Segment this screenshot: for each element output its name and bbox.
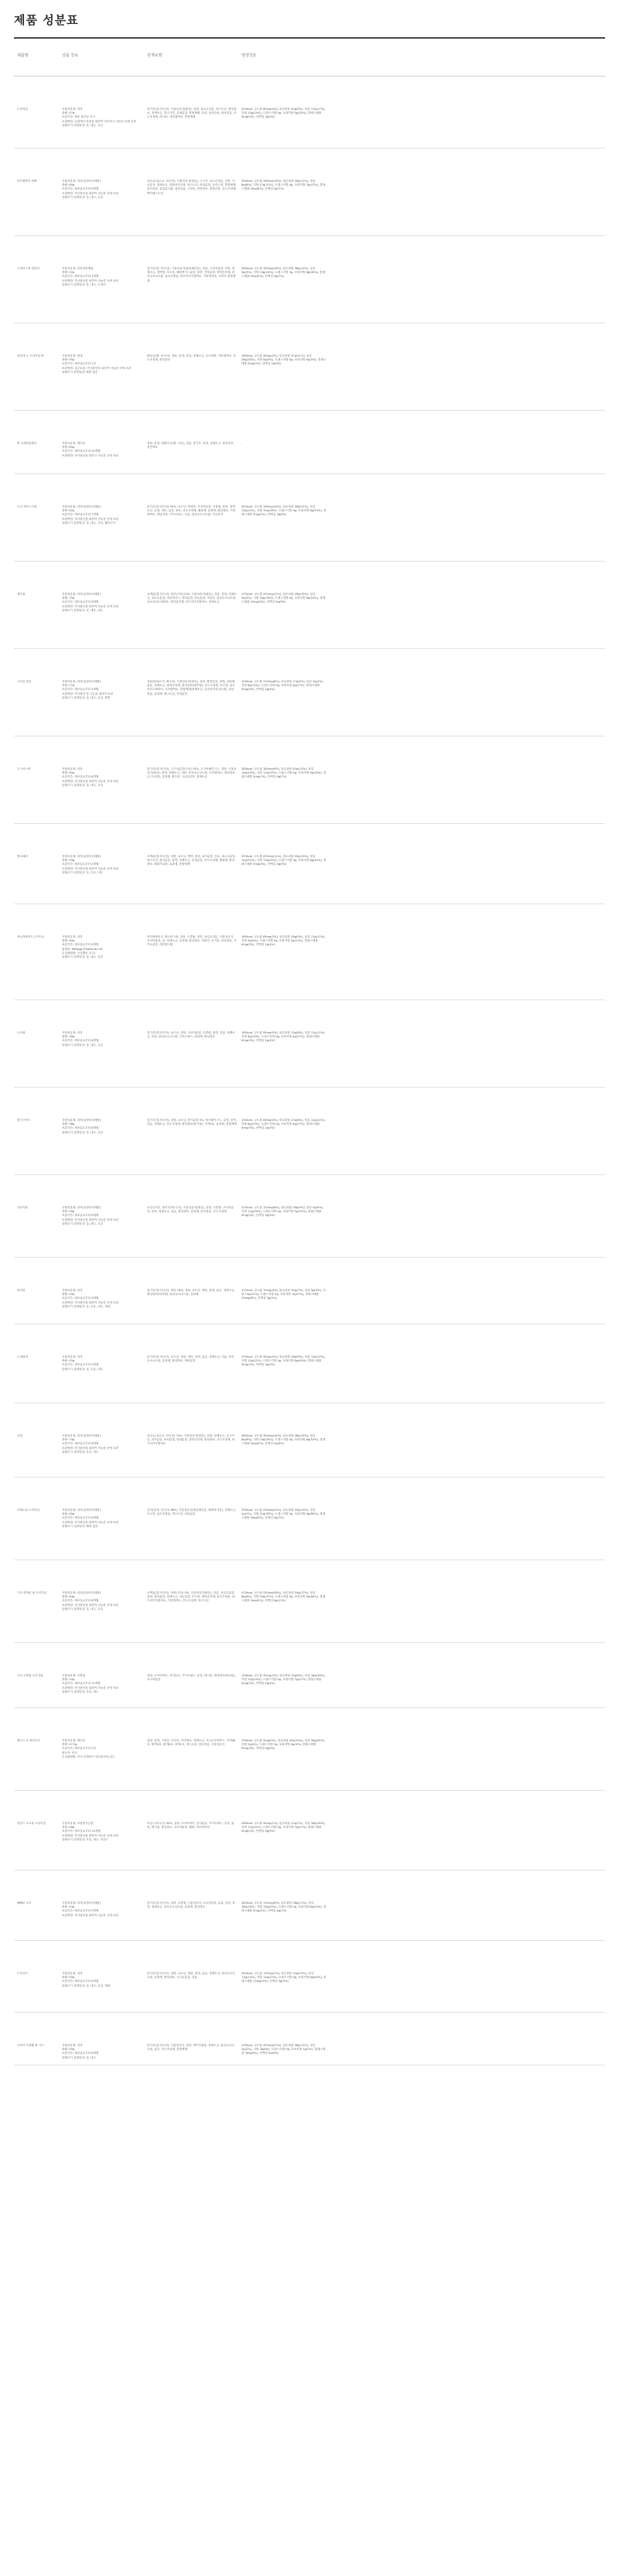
table-row (14, 1708, 605, 1791)
product-name: 도전적업 (17, 108, 28, 111)
product-info: 식품의유형: 유탕처리제품 중량: 52g 보관기간: 제조일로부터 4개월 보관방법: 직사광선을 피하여 서늘한 곳에 보관 알레르기 유발물질: 밀, 대두, 오징어 (62, 267, 118, 286)
table-row (14, 649, 605, 736)
nutrition-facts: 165kcal, 나트륨 65mg(3%), 탄수화물 28g(9%), 당류 11g(11%), 지방 5g(9%), 트랜스지방 0g, 포화지방 2g(13%), 콜레스테롤 0mg(0%), 단백질 2g(4%) (241, 935, 326, 947)
product-name: 버터링 (17, 1289, 26, 1292)
page-title: 제품 성분표 (14, 13, 79, 27)
product-name: 콘칩 (17, 1434, 22, 1437)
nutrition-facts: 225kcal, 나트륨 120mg(6%), 탄수화물 30g(9%), 당류 9g(9%), 지방 11g(20%), 트랜스지방 0g, 포화지방 5g(33%), 콜레스테롤 0mg(0%), 단백질 3g(5%) (241, 1206, 324, 1218)
product-name: 도코팡 (17, 1031, 26, 1034)
ingredient-list: 밀가루(밀:미국산), 고구마분말(국산) 15%, 고구마페이스트, 설탕, 식물성유지(팜유), 물엿, 정제소금, 버터, 탄산수소나트륨, 카라멜색소, 합성향료(고구마향), 유화제, 레시틴, 시나몬분말, 정제소금 (147, 767, 237, 779)
product-name: 캔디스 요 레인보우 (17, 1739, 41, 1742)
product-name: 떡 오레인말캔디 (17, 442, 37, 445)
nutrition-facts: 280kcal, 나트륨 110mg(6%), 탄수화물 36g(11%), 당류 18g(18%), 지방 13g(24%), 트랜스지방 0g, 포화지방 8g(53%), 콜레스테롤 5mg(2%), 단백질 4g(7%) (241, 1901, 327, 1913)
table-row (14, 474, 605, 562)
table-row (14, 1324, 605, 1403)
product-info: 식품의유형: 초콜릿 중량: 34g 보관기간: 제조일로부터 12개월 보관방법: 직사광선을 피하여 서늘한 곳에 보관 알레르기 유발물질: 우유, 대두 (62, 1674, 118, 1693)
product-name: 할로메리 (17, 855, 28, 858)
table-row (14, 77, 605, 149)
nutrition-facts: 185kcal, 나트륨 95mg(5%), 탄수화물 25g(8%), 당류 11g(11%), 지방 8g(15%), 트랜스지방 0g, 포화지방 4g(27%), 콜레스테롤 0mg(0%), 단백질 2g(4%) (241, 1031, 326, 1043)
ingredient-list: 소맥분(밀:미국산), 새우(국산)12%, 식물성유지(팜유), 전분, 설탕, 정제소금, 옥수수분말, 새우엑기스, 양파분말, 마늘분말, 조미료, 탄산수소나트륨, 효소처리스테비아, 향미증진제, 파프리카추출색소, 정제소금 (147, 593, 237, 604)
table-row (14, 1791, 605, 1871)
table-row (14, 736, 605, 824)
product-info: 식품의유형: 과자 중량: 36g 보관기간: 제조일로부터 6개월 알레르기 유발물질: 밀, 대두, 우유 (62, 1031, 104, 1047)
nutrition-facts: 190kcal, 나트륨 80mg(4%), 탄수화물 27g(8%), 당류 12g(12%), 지방 8g(15%), 트랜스지방 0g, 포화지방 4g(27%), 콜레스테롤 0mg(0%), 단백질 2g(4%) (241, 1119, 326, 1130)
product-info: 식품의유형: 과자(유탕처리제품) 중량: 62g 보관기간: 제조일로부터 7개월 보관방법: 직사광선을 피하여 서늘한 곳에 보관 알레르기 유발물질: 밀, 대두, 우유, 돼지고기 (62, 505, 118, 524)
nutrition-facts: 330kcal, 나트륨 230mg(12%), 탄수화물 33g(10%), 당류 1g(1%), 지방 21g(39%), 트랜스지방 0g, 포화지방 9g(60%), 콜레스테롤 0mg(0%), 단백질 4g(7%) (241, 1508, 326, 1520)
ingredient-list: 옥수수가루, 쌀가루(쌀:국산), 식물성유지(팜유), 설탕, 초콜릿, 코코아분말, 물엿, 정제소금, 분유, 합성향료, 유화제, 탄산칼슘, 산도조절제 (147, 1206, 234, 1214)
product-info: 식품의유형: 과자(유탕처리제품) 중량: 54g 보관기간: 제조일로부터 9개월 보관방법: 직사광선을 피하여 서늘한 곳에 보관 (62, 1901, 118, 1917)
header-product-info: 상품 정보 (62, 53, 78, 58)
table-row (14, 1478, 605, 1560)
product-info: 식품의유형: 과자(유탕처리제품) 중량: 60g 보관기간: 제조일로부터 6개월 보관방법: 직사광선을 피하여 서늘한 곳에 보관 알레르기 유발물질: 밀, 대두, 우유 (62, 179, 118, 199)
table-row (14, 149, 605, 236)
product-name: 도우넛츠 (17, 1972, 28, 1975)
header-ingredients: 원재료명 (147, 53, 162, 58)
product-name: 가나 초콜릿 오리지널 (17, 1674, 43, 1677)
ingredient-list: 옥수수(옥수수: 외국산), 식물성유지(팜유), 고구마, 옥수수전분, 설탕, 가공유지, 정제소금, 복합조미식품, 덱스트린, 양파분말, 올리고당, 혼합제제, 치즈분말, 분말유크림, 젖산칼슘, 구연산, 합성향료, 혼합간장, 산도조절제, 맥아덱스트린 (147, 179, 237, 195)
ingredient-list: 밀가루(밀:미국산) 55%, 쇼트닝, 백설탕, 코코아분말, 초콜릿, 물엿, 정제소금, 유당, 버터, 분유, 향료, 산도조절제, 팽창제, 유화제, 합성향료, 카라멜색소, 바닐라향, 카카오매스, 전분, 탄산수소나트륨, 가공유지 (147, 505, 236, 517)
product-name: 초코 에이스크림 (17, 505, 37, 508)
table-row (14, 1941, 605, 2013)
ingredient-list: 설탕, 물엿, 찹쌀가루(쌀: 국산), 전분, 콩가루, 흑당, 정제소금, 합성향료, 천연색소 (147, 442, 234, 449)
table-row (14, 1871, 605, 1941)
ingredient-list: 아몬드(미국산) 30%, 설탕, 코코아버터, 전지분유, 카카오매스, 유당, 물엿, 레시틴, 합성향료, 코코아분말, 쉘락, 아라비아검 (147, 1822, 234, 1830)
ingredient-list: 팥앙금(팥: 외국산), 설탕, 물엿, 한천, 정제소금, 소르비톨, 카라멜색소, 산도조절제, 합성향료 (147, 354, 236, 362)
product-name: 에너지바이트 (카카오) (17, 935, 45, 938)
table-row (14, 1643, 605, 1708)
product-info: 식품의유형: 과자 중량: 40g 보관기간: 제조일로부터 9개월 원재료: Kellogg (Thailand) Ltd. 수입판매원: 농심켈로그(주) 알레르기 유발물질: 밀, 대두, 우유 (62, 935, 104, 959)
product-info: 식품의유형: 과자(유탕처리제품) 중량: 27g 보관기간: 제조일로부터 5개월 보관방법: 직사광선 및 고온을 피하여 보관 알레르기 유발물질: 밀, 대두, 우유, 땅콩 (62, 680, 113, 699)
ingredient-list: 소맥분(밀:미국산), 양파(국산) 5%, 식물성유지(팜유), 전분, 옥수수분말, 설탕, 양파분말, 정제소금, 마늘분말, 포도당, 향미증진제, 효모추출물, 파프리카추출색소, 카라멜색소, 산도조절제, 덱스트린 (147, 1591, 235, 1603)
table-row (14, 411, 605, 474)
product-info: 식품의유형: 과자 중량: 40g 보관기간: 제조일로부터 9개월 보관방법: 직사광선을 피하여 서늘한 곳에 보관 알레르기 유발물질: 밀, 우유, 대두, 계란 (62, 1289, 118, 1308)
ingredient-list: 밀가루(밀:미국산), 식물성유지(팜유), 설탕, 옥수수전분, 덱스트린, 합성향료, 정제소금, 밀크가루, 유청분말, 혼합제제, 유당, 탄산칼슘, 변성전분, 산도조절제, 레시틴, 카라멜색소, 혼합제제 (147, 108, 237, 119)
ingredient-list: 귀리플레이크, 쌀크리스피, 설탕, 초콜릿, 물엿, 옥수수전분, 식물성유지, 코코아분말, 꿀, 정제소금, 유화제, 합성향료, 비타민, 무기질, 탄산칼슘, 카카오분말, 캐러멜시럽 (147, 935, 237, 947)
table-row (14, 323, 605, 411)
nutrition-facts: 145kcal, 나트륨 115mg(6%), 탄수화물 17g(5%), 당류 3g(3%), 지방 8g(15%), 트랜스지방 0g, 포화지방 4g(27%), 콜레스테롤 0mg(0%), 단백질 2g(4%) (241, 680, 324, 692)
table-row (14, 562, 605, 649)
product-info: 식품의유형: 과자 중량: 45g 보관기간: 제조일로부터 9개월 알레르기 유발물질: 밀, 우유, 대두 (62, 1355, 104, 1371)
header-nutrition: 영양성분 (241, 53, 257, 58)
product-name: 구운 양파링 원 오리지널 (17, 1591, 47, 1594)
ingredient-list: 소맥분(밀:미국산), 설탕, 쇼트닝, 맥아, 팜유, 치즈분말, 전분, 옥수수분말, 덱스트린, 탈지분유, 물엿, 정제소금, 유청분말, 산도조절제, 팽창제, 합성향료, 베타카로틴, 유화제, 혼합제제 (147, 855, 236, 866)
nutrition-facts: 305kcal, 나트륨 190mg(10%), 탄수화물 39g(12%), 당류 14g(14%), 지방 15g(28%), 트랜스지방 0g, 포화지방 8g(53%), 콜레스테롤 5mg(2%), 단백질 3g(6%) (241, 505, 327, 517)
title-divider (14, 37, 605, 39)
nutrition-facts: 215kcal, 나트륨 75mg(4%), 탄수화물 24g(7%), 당류 9g(9%), 지방 12g(22%), 트랜스지방 0g, 포화지방 7g(47%), 콜레스테롤 25mg(8%), 단백질 3g(5%) (241, 1289, 326, 1300)
product-name: 딸기스틱스 (17, 1119, 31, 1122)
nutrition-facts: 190kcal, 나트륨 420mg(21%), 탄수화물 36g(11%), 당류 2g(2%), 지방 3g(6%), 트랜스지방 0g, 포화지방 1g(7%), 콜레스테롤 0mg(0%), 단백질 5g(9%) (241, 2044, 326, 2055)
table-row (14, 904, 605, 1000)
ingredient-list: 밀가루(밀:미국산), 설탕, 초콜릿, 식물성유지, 코코아분말, 분유, 유당, 물엿, 정제소금, 탄산수소나트륨, 유화제, 합성향료 (147, 1901, 235, 1909)
product-info: 식품의유형: 과자(유탕처리제품) 중량: 50g 보관기간: 제조일로부터 4개월 보관방법: 직사광선을 피하여 서늘한 곳에 보관 알레르기 유발물질: 밀, 우유, 대두 (62, 855, 118, 874)
product-info: 식품의유형: 양갱 중량: 55g 보관기간: 제조일로부터 1년 보관방법: 실온보관, 직사광선을 피하여 서늘한 곳에 보관 알레르기 유발물질: 해당 없음 (62, 354, 132, 374)
product-info: 식품의유형: 초콜릿가공품 중량: 46g 보관기간: 제조일로부터 12개월 보관방법: 직사광선을 피하여 서늘한 곳에 보관 알레르기 유발물질: 우유, 대두, 아몬드 (62, 1822, 118, 1841)
nutrition-facts: 280kcal, 나트륨 350mg(18%), 탄수화물 38g(12%), 당류 3g(3%), 지방 13g(24%), 트랜스지방 0g, 포화지방 6g(40%), 콜레스테롤 0mg(0%), 단백질 4g(7%) (241, 267, 326, 278)
ingredient-list: 설탕, 코코아버터, 전지분유, 카카오매스, 유당, 레시틴, 합성향료(바닐린), 코코아분말 (147, 1674, 236, 1682)
product-info: 식품의유형: 과자(유탕처리제품) 중량: 84g 보관기간: 제조일로부터 6개월 보관방법: 직사광선을 피하여 서늘한 곳에 보관 알레르기 유발물질: 밀, 대두, 우유 (62, 1591, 118, 1611)
product-info: 식품의유형: 과자 중량: 45g 보관기간: 제조일로부터 6개월 알레르기 유발물질: 밀, 대두 (62, 2044, 99, 2059)
nutrition-facts: 160kcal, 나트륨 40mg(2%), 탄수화물 37g(11%), 당류 28g(28%), 지방 0g(0%), 트랜스지방 0g, 포화지방 0g(0%), 콜레스테롤 0mg(0%), 단백질 2g(4%) (241, 354, 327, 366)
product-name: 하트짱앤지 원팩 (17, 179, 37, 183)
product-info: 식품의유형: 과자(유탕처리제품) 중량: 36g 보관기간: 제조일로부터 6개월 알레르기 유발물질: 밀, 대두, 우유 (62, 1119, 104, 1134)
product-name: 오징어스낵 맛과자 (17, 267, 39, 270)
product-info: 식품의유형: 과자(유탕처리제품) 중량: 75g 보관기간: 제조일로부터 6개월 보관방법: 직사광선을 피하여 서늘한 곳에 보관 알레르기 유발물질: 밀, 새우, 대두 (62, 593, 118, 612)
nutrition-facts: 240kcal, 나트륨 130mg(7%), 탄수화물 31g(10%), 당류 13g(13%), 지방 12g(22%), 트랜스지방 0g, 포화지방 6g(40%), 콜레스테롤 10mg(3%), 단백질 3g(5%) (241, 1972, 327, 1983)
nutrition-facts: 250kcal, 나트륨 80mg(4%), 탄수화물 30g(9%), 당류 17g(17%), 지방 13g(24%), 트랜스지방 0g, 포화지방 5g(33%), 콜레스테롤 5mg(2%), 단백질 3g(5%) (241, 108, 326, 119)
product-name: 연양갱 두 오리지널 바 (17, 354, 44, 357)
table-row (14, 236, 605, 323)
product-name: 크런키볼 (17, 1206, 28, 1209)
table-row (14, 1403, 605, 1478)
nutrition-facts: 190kcal, 나트륨 35mg(2%), 탄수화물 20g(6%), 당류 18g(18%), 지방 11g(20%), 트랜스지방 0g, 포화지방 7g(47%), 콜레스테롤 5mg(2%), 단백질 2g(4%) (241, 1674, 326, 1686)
nutrition-facts: 415kcal, 나트륨 520mg(26%), 탄수화물 54g(17%), 당류 6g(6%), 지방 20g(37%), 트랜스지방 0g, 포화지방 9g(60%), 콜레스테롤 0mg(0%), 단백질 6g(11%) (241, 1591, 326, 1603)
product-table (14, 77, 605, 2065)
nutrition-facts: 330kcal, 나트륨 260mg(13%), 탄수화물 40g(12%), 당류 6g(6%), 지방 17g(31%), 트랜스지방 0g, 포화지방 7g(47%), 콜레스테롤 0mg(0%), 단백질 4g(7%) (241, 179, 326, 191)
ingredient-list: 감자(감자: 미국산) 68%, 식물성유지(팜올레인유, 해바라기유), 정제소금, 포도당, 효모추출물, 덱스트린, 양파분말 (147, 1508, 237, 1516)
nutrition-facts: 190kcal, 나트륨 5mg(0%), 탄수화물 45g(14%), 당류 34g(34%), 지방 2g(4%), 트랜스지방 0g, 포화지방 0g(0%), 콜레스테롤 0mg(0%), 단백질 0g(0%) (241, 1739, 326, 1751)
ingredient-list: 전분(타피오카: 태국산), 식물성유지(팜유), 설탕, 땅콩분말, 참깨, 검정깨, 분유, 정제소금, 향미증진제, 합성향료(땅콩향), 산도조절제, 포도당, 효소처리스테비아, 카라멜색소, 혼합제제(정제소금, 글루타민산나트륨), 탄산칼슘, 유화제, 덱스트린, 간장분말 (147, 680, 236, 695)
ingredient-list: 밀가루(밀:미국산), 버터 18%, 설탕, 쇼트닝, 계란, 물엿, 분유, 정제소금, 합성향료(버터향), 탄산수소나트륨, 유화제 (147, 1289, 235, 1297)
table-row (14, 824, 605, 904)
product-info: 식품의유형: 과자(유탕처리제품) 중량: 46g 보관기간: 제조일로부터 6개월 보관방법: 직사광선을 피하여 서늘한 곳에 보관 알레르기 유발물질: 밀, 대두, 우유 (62, 1206, 118, 1225)
ingredient-list: 밀가루(밀:미국산), 설탕, 쇼트닝, 딸기분말 3%, 딸기페이스트, 유당, 물엿, 전분, 정제소금, 산도조절제, 합성향료(딸기향), 적색3호, 유화제, 혼합제제 (147, 1119, 238, 1126)
product-name: 누네띠네 (17, 1355, 28, 1358)
ingredient-list: 설탕, 물엿, 구연산, 사과산, 천연향료, 정제소금, 카르나우바왁스, 적색40호, 황색5호, 황색6호, 청색1호, 덱스트린, 변성전분, 식물성유지 (147, 1739, 236, 1747)
ingredient-list: 옥수수(옥수수: 외국산) 70%, 식물성유지(팜유), 설탕, 정제소금, 콘시즈닝, 치즈분말, 버터분말, 양파분말, 향미증진제, 합성향료, 산도조절제, 파프리카추출색소 (147, 1434, 235, 1446)
ingredient-list: 밀가루(밀: 미국산), 식물성유지(팜올레인유), 전분, 오징어분말, 설탕, 정제소금, 정백당, 포도당, 해물엑기스분말, 물엿, 간장분말, 향미증진제, 탄산수소나트륨, 효모추출물, 파프리카추출색소, 카라멜색소, 조미료 혼합제제 (147, 267, 236, 282)
header-product-name: 제품명 (17, 53, 29, 58)
product-name: 고소한 꽃잎 (17, 680, 32, 683)
product-name: 새우칩 (17, 593, 26, 596)
table-row (14, 1258, 605, 1324)
ingredient-list: 밀가루(밀:미국산), 식물성유지, 설탕, 맥아추출물, 정제소금, 탄산수소나트륨, 효모, 산도조절제, 혼합제제 (147, 2044, 234, 2052)
product-info: 식품의유형: 캔디류 중량: 60g 보관기간: 제조일로부터 24개월 보관방법: 직사광선을 피하고 서늘한 곳에 보관 (62, 442, 118, 457)
nutrition-facts: 375kcal, 나트륨 410mg(21%), 탄수화물 49g(15%), 당류 5g(5%), 지방 18g(33%), 트랜스지방 0g, 포화지방 8g(53%), 콜레스테롤 15mg(5%), 단백질 5g(9%) (241, 593, 326, 604)
nutrition-facts: 260kcal, 나트륨 20mg(1%), 탄수화물 22g(7%), 당류 18g(18%), 지방 17g(31%), 트랜스지방 0g, 포화지방 7g(47%), 콜레스테롤 5mg(2%), 단백질 5g(9%) (241, 1822, 326, 1833)
ingredient-list: 밀가루(밀:미국산), 설탕, 쇼트닝, 계란, 물엿, 분유, 정제소금, 탄산수소나트륨, 유화제, 합성향료, 시나몬분말, 전분 (147, 1972, 235, 1980)
product-info: 식품의유형: 과자(유탕처리제품) 중량: 60g 보관기간: 제조일로부터 6개월 보관방법: 직사광선을 피하여 서늘한 곳에 보관 알레르기 유발물질: 해당 없음 (62, 1508, 118, 1528)
table-row (14, 1175, 605, 1258)
product-info: 식품의유형: 과자(유탕처리제품) 중량: 74g 보관기간: 제조일로부터 6개월 보관방법: 직사광선을 피하여 서늘한 곳에 보관 알레르기 유발물질: 우유, 대두 (62, 1434, 118, 1454)
product-info: 식품의유형: 과자 중량: 47g 보관기간: 제조 장기일 이식 보관방법: 실내에서 당말을 피하여 건조하고 서늘한 곳에 보관 알레르기 유발물질: 밀, 대두, 우유 (62, 108, 136, 127)
nutrition-facts: 235kcal, 나트륨 95mg(5%), 탄수화물 28g(9%), 당류 12g(12%), 지방 12g(22%), 트랜스지방 0g, 포화지방 6g(40%), 콜레스테롤 5mg(2%), 단백질 3g(5%) (241, 1355, 326, 1367)
ingredient-list: 밀가루(밀:미국산), 쇼트닝, 설탕, 코코아분말, 초콜릿, 물엿, 전분, 정제소금, 유당, 탄산수소나트륨, 카카오매스, 유화제, 합성향료 (147, 1031, 235, 1039)
product-name: 고구마스틱 (17, 767, 31, 770)
table-row (14, 1088, 605, 1175)
product-name: 아몬드 초코볼 오리지널 (17, 1822, 46, 1825)
nutrition-facts: 280kcal, 나트륨 180mg(9%), 탄수화물 41g(13%), 당류 14g(14%), 지방 11g(20%), 트랜스지방 0g, 포화지방 5g(33%), 콜레스테롤 5mg(2%), 단백질 4g(7%) (241, 767, 327, 779)
table-row (14, 1000, 605, 1088)
product-info: 식품의유형: 과자 중량: 50g 보관기간: 제조일로부터 6개월 알레르기 유발물질: 밀, 대두, 우유, 계란 (62, 1972, 111, 1987)
product-info: 식품의유형: 캔디류 중량: 47.5g 보관기간: 제조일로부터 2년 원산지: 미국 수입판매원: 한국 몬델리즈 인터내셔널 (유) (62, 1739, 115, 1758)
product-name: 빼빼로 오리 (17, 1901, 32, 1905)
nutrition-facts: 255kcal, 나트륨 220mg(11%), 탄수화물 32g(10%), 당류 10g(10%), 지방 13g(24%), 트랜스지방 0g, 포화지방 6g(40%), 콜레스테롤 0mg(0%), 단백질 3g(5%) (241, 855, 327, 866)
table-row (14, 2013, 605, 2065)
product-info: 식품의유형: 과자 중량: 60g 보관기간: 제조일로부터 6개월 보관방법: 직사광선을 피하여 서늘한 곳에 보관 알레르기 유발물질: 밀, 대두, 우유 (62, 767, 118, 787)
ingredient-list: 밀가루(밀:미국산), 쇼트닝, 설탕, 버터, 물엿, 분유, 정제소금, 전분, 탄산수소나트륨, 유화제, 합성향료, 계피분말 (147, 1355, 234, 1363)
nutrition-facts: - (241, 442, 243, 445)
product-name: 포테토칩 오리지널 (17, 1508, 39, 1512)
table-header (14, 42, 605, 76)
table-row (14, 1560, 605, 1643)
nutrition-facts: 380kcal, 나트륨 300mg(15%), 탄수화물 48g(15%), 당류 6g(6%), 지방 19g(35%), 트랜스지방 0g, 포화지방 8g(53%), 콜레스테롤 0mg(0%), 단백질 5g(9%) (241, 1434, 326, 1446)
product-name: 오쿠리 프레첼 원 가스 (17, 2044, 44, 2047)
